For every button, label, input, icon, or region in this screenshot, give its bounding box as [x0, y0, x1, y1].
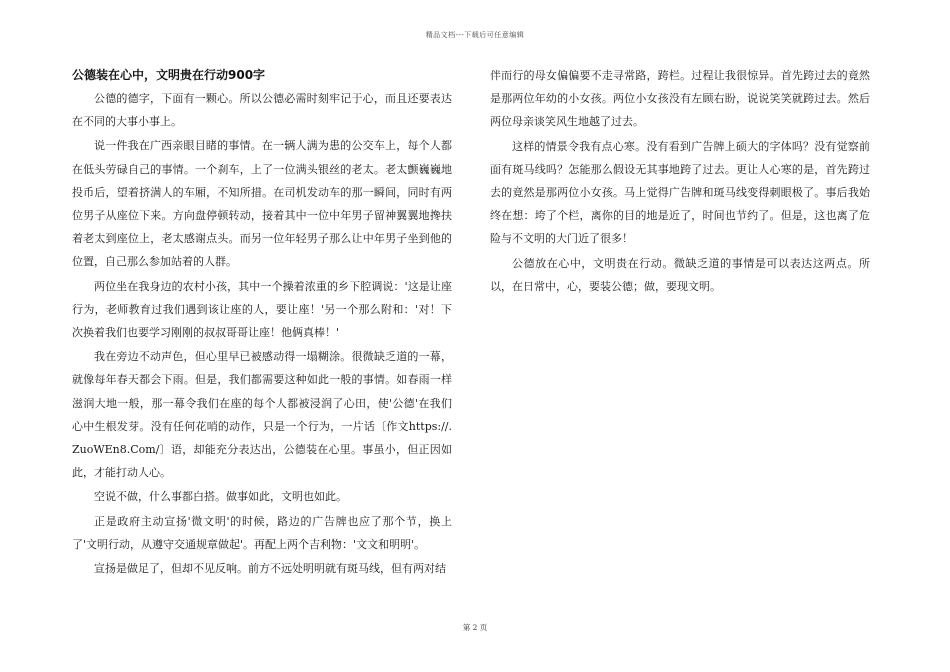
paragraph-continued: 伴而行的母女偏偏要不走寻常路，跨栏。过程让我很惊异。首先跨过去的竟然是那两位年幼的小女孩。两位小女孩没有左顾右盼，说说笑笑就跨过去。然后两位母亲谈笑风生地越了过去。: [490, 69, 870, 129]
article-title: 公德装在心中，文明贵在行动900字: [72, 68, 266, 82]
paragraph: 我在旁边不动声色，但心里早已被感动得一塌糊涂。很微缺乏道的一幕，就像每年春天都会下雨。但是，我们都需要这种如此一般的事情。如春雨一样滋润大地一般，那一幕令我们在座的每个人都被浸润了心田，使'公德'在我们心中生根发芽。没有任何花哨的动作，只是一个行为，一片话〔作文https://.ZuoWEn8.Com/〕语，却能充分表达出，公德装在心里。事虽小，但正因如此，才能打动人心。: [72, 350, 452, 480]
page-header: 精品文档---下载后可任意编辑: [425, 31, 525, 39]
paragraph: 公德放在心中，文明贵在行动。微缺乏道的事情是可以表达这两点。所以，在日常中，心，要装公德；做，要现文明。: [490, 256, 870, 293]
paragraph: 这样的情景令我有点心寒。没有看到广告牌上硕大的字体吗？没有觉察前面有斑马线吗？怎能那么假设无其事地跨了过去。更让人心寒的是，首先跨过去的竟然是那两位小女孩。马上觉得广告牌和斑马线变得刺眼极了。事后我始终在想：垮了个栏，离你的目的地是近了，时间也节约了。但是，这也离了危险与不文明的大门近了很多！: [490, 139, 870, 246]
paragraph: 两位坐在我身边的农村小孩，其中一个操着浓重的乡下腔调说：'这是让座行为，老师教育过我们遇到该让座的人，要让座！'另一个那么附和：'对！下次换着我们也要学习刚刚的叔叔哥哥让座！他俩真棒！': [72, 279, 452, 340]
left-column: [72, 64, 452, 581]
paragraph: 宣扬是做足了，但却不见反响。前方不远处明明就有斑马线，但有两对结: [94, 562, 446, 576]
paragraph: 空说不做，什么事都白搭。做事如此，文明也如此。: [94, 490, 347, 504]
paragraph: 正是政府主动宣扬'微文明'的时候，路边的广告牌也应了那个节，换上了'文明行动，从遵守交通规章做起'。再配上两个吉利物：'文文和明明'。: [72, 514, 452, 551]
page-number: 第 2 页: [462, 623, 488, 632]
right-column: [490, 64, 870, 299]
paragraph: 公德的德字，下面有一颗心。所以公德必需时刻牢记于心，而且还要表达在不同的大事小事上。: [72, 92, 452, 129]
paragraph: 说一件我在广西亲眼目睹的事情。在一辆人满为患的公交车上，每个人都在低头劳碌自己的事情。一个刹车，上了一位满头银丝的老太。老太颤巍巍地投币后，望着挤满人的车厢，不知所措。在司机发动车的那一瞬间，同时有两位男子从座位下来。方向盘停顿转动，接着其中一位中年男子留神翼翼地搀扶着老太到座位上，老太感谢点头。而另一位年轻男子那么让中年男子坐到他的位置，自己那么参加站着的人群。: [72, 139, 452, 269]
